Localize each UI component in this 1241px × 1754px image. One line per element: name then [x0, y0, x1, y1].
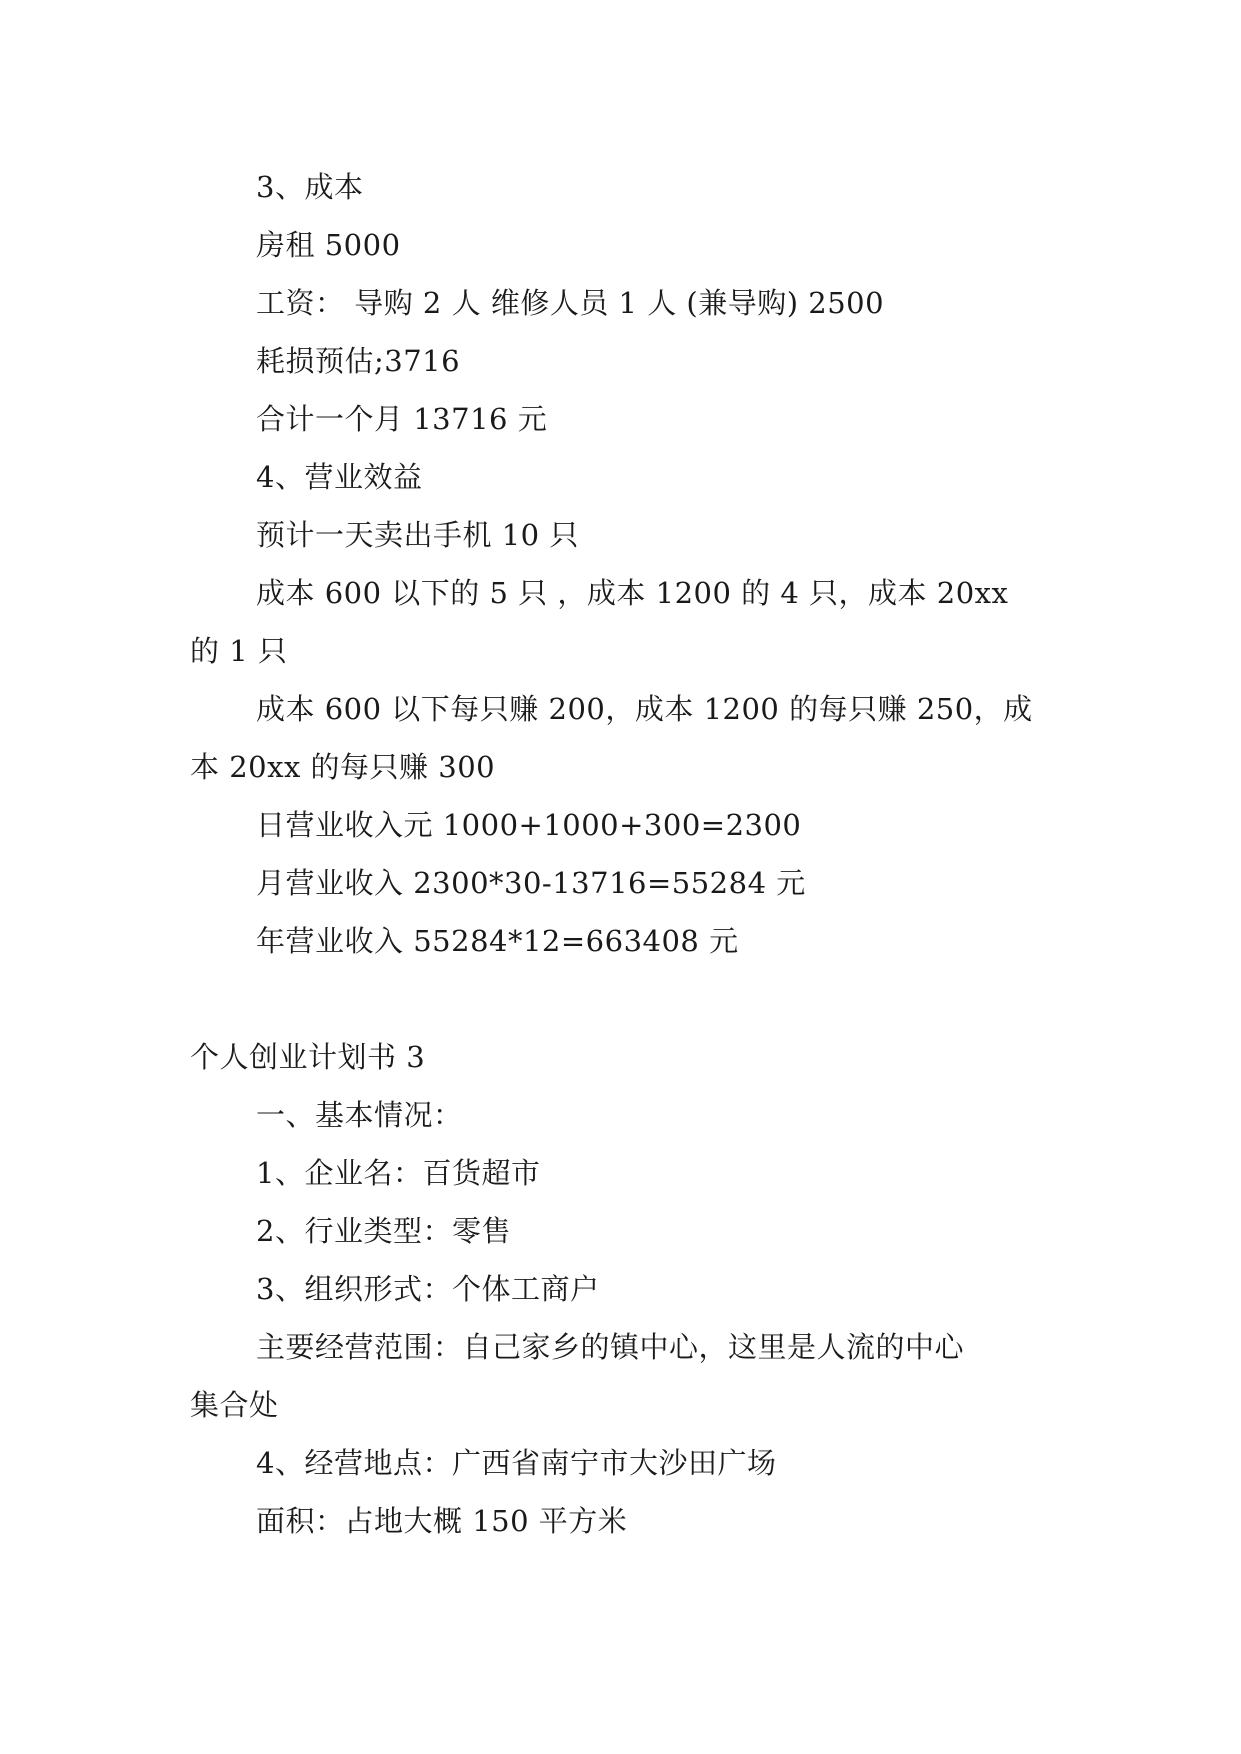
daily-revenue-line: 日营业收入元 1000+1000+300=2300 — [256, 808, 802, 842]
plan-title: 个人创业计划书 3 — [190, 1040, 426, 1074]
profit-per-unit-line: 成本 600 以下每只赚 200，成本 1200 的每只赚 250，成 — [256, 692, 1033, 726]
industry-type-line: 2、行业类型：零售 — [256, 1214, 511, 1248]
monthly-total-line: 合计一个月 13716 元 — [256, 402, 548, 436]
profit-per-unit-continuation: 本 20xx 的每只赚 300 — [190, 750, 496, 784]
cost-breakdown-line: 成本 600 以下的 5 只 ，成本 1200 的 4 只，成本 20xx — [256, 576, 1009, 610]
area-line: 面积：占地大概 150 平方米 — [256, 1504, 628, 1538]
basic-info-heading: 一、基本情况： — [256, 1098, 463, 1132]
organization-form-line: 3、组织形式：个体工商户 — [256, 1272, 600, 1306]
company-name-line: 1、企业名：百货超市 — [256, 1156, 541, 1190]
rent-line: 房租 5000 — [256, 228, 401, 262]
monthly-revenue-line: 月营业收入 2300*30-13716=55284 元 — [256, 866, 806, 900]
business-scope-continuation: 集合处 — [190, 1388, 279, 1422]
yearly-revenue-line: 年营业收入 55284*12=663408 元 — [256, 924, 739, 958]
cost-breakdown-continuation: 的 1 只 — [190, 634, 288, 668]
wage-line: 工资： 导购 2 人 维修人员 1 人 (兼导购) 2500 — [256, 286, 885, 320]
business-scope-line: 主要经营范围：自己家乡的镇中心，这里是人流的中心 — [256, 1330, 965, 1364]
business-location-line: 4、经营地点：广西省南宁市大沙田广场 — [256, 1446, 777, 1480]
section-benefit-heading: 4、营业效益 — [256, 460, 423, 494]
section-cost-heading: 3、成本 — [256, 170, 364, 204]
loss-estimate-line: 耗损预估;3716 — [256, 344, 461, 378]
daily-sales-line: 预计一天卖出手机 10 只 — [256, 518, 579, 552]
